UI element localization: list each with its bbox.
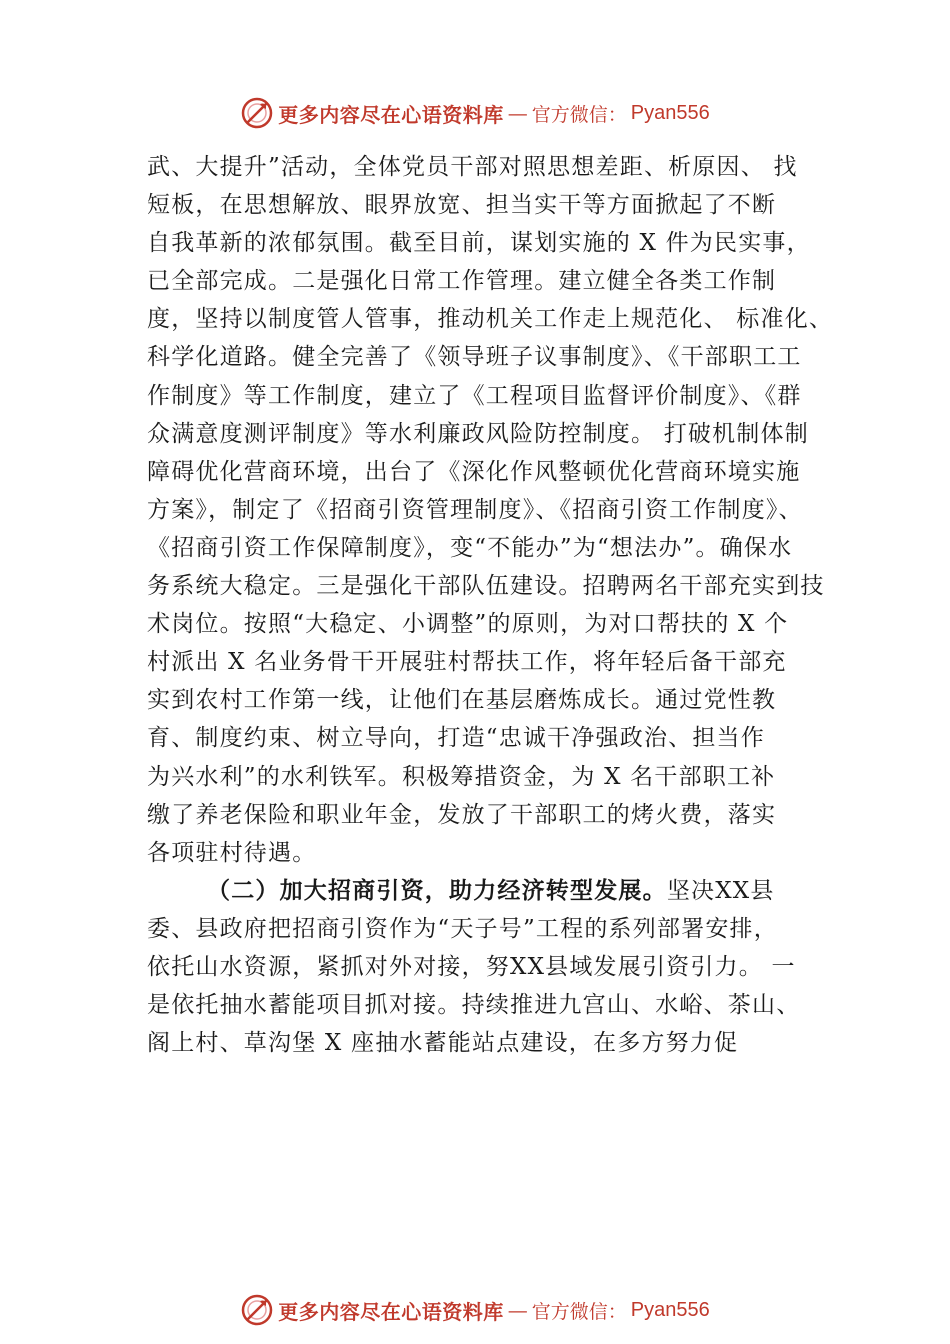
body-line: 术岗位。按照“大稳定、小调整”的原则，为对口帮扶的 X 个 bbox=[147, 611, 789, 638]
watermark-id: Pyan556 bbox=[630, 1298, 710, 1321]
section-heading-line bbox=[147, 872, 823, 910]
header-watermark bbox=[0, 93, 950, 133]
watermark-id: Pyan556 bbox=[630, 101, 710, 124]
watermark-group bbox=[240, 1293, 709, 1327]
body-line: 村派出 X 名业务骨干开展驻村帮扶工作，将年轻后备干部充 bbox=[147, 649, 787, 676]
body-line: 是依托抽水蓄能项目抓对接。持续推进九宫山、水峪、茶山、 bbox=[147, 992, 801, 1019]
quill-logo-icon bbox=[240, 1293, 274, 1327]
body-line: 作制度》等工作制度，建立了《工程项目监督评价制度》、《群 bbox=[147, 382, 802, 409]
body-line: 为兴水利”的水利铁军。积极筹措资金，为 X 名干部职工补 bbox=[147, 763, 776, 790]
watermark-dash: — bbox=[507, 1298, 528, 1322]
section-heading: （二）加大招商引资，助力经济转型发展。 bbox=[207, 876, 667, 904]
body-line: 武、大提升”活动，全体党员干部对照思想差距、析原因、 找 bbox=[147, 154, 798, 180]
watermark-label: 官方微信： bbox=[531, 1300, 627, 1323]
body-line: 依托山水资源，紧抓对外对接，努XX县域发展引资引力。 一 bbox=[147, 953, 796, 980]
body-line: 实到农村工作第一线，让他们在基层磨炼成长。通过党性教 bbox=[147, 687, 777, 714]
section-heading-rest: 坚决XX县 bbox=[666, 877, 775, 904]
body-line: 《招商引资工作保障制度》，变“不能办”为“想法办”。确保水 bbox=[147, 534, 793, 561]
watermark-label: 官方微信： bbox=[531, 103, 627, 126]
body-line: 科学化道路。健全完善了《领导班子议事制度》、《干部职工工 bbox=[147, 344, 802, 371]
body-line: 各项驻村待遇。 bbox=[147, 839, 317, 866]
footer-watermark bbox=[0, 1290, 950, 1330]
watermark-group bbox=[240, 96, 709, 130]
body-line: 自我革新的浓郁氛围。截至目前，谋划实施的 X 件为民实事， bbox=[147, 230, 811, 257]
body-line: 务系统大稳定。三是强化干部队伍建设。招聘两名干部充实到技 bbox=[147, 573, 825, 600]
body-line: 已全部完成。二是强化日常工作管理。建立健全各类工作制 bbox=[147, 268, 777, 295]
quill-logo-icon bbox=[240, 96, 274, 130]
body-line: 缴了养老保险和职业年金，发放了干部职工的烤火费，落实 bbox=[147, 801, 777, 828]
body-line: 障碍优化营商环境，出台了《深化作风整顿优化营商环境实施 bbox=[147, 458, 801, 485]
body-line: 阁上村、草沟堡 X 座抽水蓄能站点建设，在多方努力促 bbox=[147, 1030, 739, 1057]
body-line: 度，坚持以制度管人管事，推动机关工作走上规范化、 标准化、 bbox=[147, 306, 834, 333]
body-line: 育、制度约束、树立导向，打造“忠诚干净强政治、担当作 bbox=[147, 725, 765, 752]
body-line: 短板，在思想解放、眼界放宽、担当实干等方面掀起了不断 bbox=[147, 192, 777, 219]
body-line: 委、县政府把招商引资作为“天子号”工程的系列部署安排， bbox=[147, 915, 778, 942]
watermark-text: 更多内容尽在心语资料库 bbox=[278, 102, 504, 127]
watermark-dash: — bbox=[507, 101, 528, 125]
document-body bbox=[147, 148, 834, 1062]
watermark-text: 更多内容尽在心语资料库 bbox=[278, 1299, 504, 1324]
body-line: 众满意度测评制度》等水利廉政风险防控制度。 打破机制体制 bbox=[147, 420, 809, 447]
body-line: 方案》，制定了《招商引资管理制度》、《招商引资工作制度》、 bbox=[147, 496, 803, 523]
